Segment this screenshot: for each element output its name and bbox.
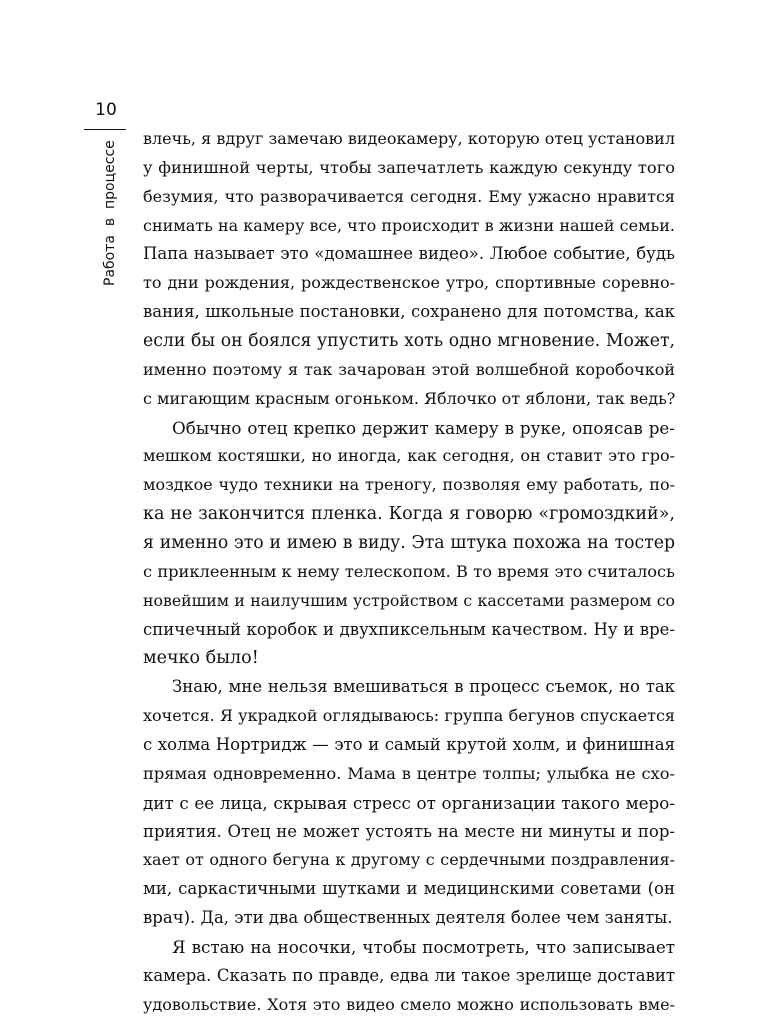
text-line: с холма Нортридж — это и самый крутой холм, и финишная bbox=[143, 735, 675, 755]
text-line: Обычно отец крепко держит камеру в руке, опоясав ре- bbox=[172, 417, 675, 438]
text-line: моздкое чудо техники на треногу, позволяя ему работать, по- bbox=[143, 475, 675, 495]
text-line: хает от одного бегуна к другому с сердечными поздравления- bbox=[143, 850, 675, 870]
body-text bbox=[143, 125, 675, 1020]
text-line: ми, саркастичными шутками и медицинскими советами (он bbox=[143, 879, 675, 899]
text-line: спичечный коробок и двухпиксельным качеством. Ну и вре- bbox=[143, 619, 675, 639]
text-line: влечь, я вдруг замечаю видеокамеру, которую отец установил bbox=[143, 129, 675, 148]
text-line: то дни рождения, рождественское утро, спортивные соревно- bbox=[143, 273, 675, 293]
text-line: врач). Да, эти два общественных деятеля более чем заняты. bbox=[143, 908, 673, 928]
text-line: если бы он боялся упустить хоть одно мгновение. Может, bbox=[143, 331, 675, 352]
text-line: удовольствие. Хотя это видео смело можно использовать вме- bbox=[143, 994, 675, 1014]
text-line: камера. Сказать по правде, едва ли такое зрелище доставит bbox=[143, 965, 675, 985]
header-rule bbox=[84, 129, 126, 130]
text-line: дит с ее лица, скрывая стресс от организации такого меро- bbox=[143, 792, 675, 813]
text-line: Знаю, мне нельзя вмешиваться в процесс съемок, но так bbox=[172, 677, 675, 697]
text-line: Я встаю на носочки, чтобы посмотреть, что записывает bbox=[172, 937, 675, 958]
text-line: с приклеенным к нему телескопом. В то время это считалось bbox=[143, 561, 675, 581]
running-title: Работа в процессе bbox=[102, 140, 118, 286]
text-line: новейшим и наилучшим устройством с кассетами размером со bbox=[143, 590, 675, 610]
text-line: мечко было! bbox=[143, 648, 259, 669]
text-line: прямая одновременно. Мама в центре толпы; улыбка не схо- bbox=[143, 763, 675, 783]
text-line: я именно это и имею в виду. Эта штука похожа на тостер bbox=[143, 533, 675, 554]
page-number: 10 bbox=[95, 100, 117, 120]
text-line: снимать на камеру все, что происходит в жизни нашей семьи. bbox=[143, 215, 675, 235]
text-line: именно поэтому я так зачарован этой волшебной коробочкой bbox=[143, 359, 675, 379]
text-line: приятия. Отец не может устоять на месте ни минуты и пор- bbox=[143, 821, 675, 841]
text-line: ка не закончится пленка. Когда я говорю «громоздкий», bbox=[143, 504, 675, 525]
text-line: с мигающим красным огоньком. Яблочко от яблони, так ведь? bbox=[143, 388, 676, 408]
text-line: вания, школьные постановки, сохранено для потомства, как bbox=[143, 302, 675, 322]
text-line: хочется. Я украдкой оглядываюсь: группа бегунов спускается bbox=[143, 706, 675, 726]
text-line: безумия, что разворачивается сегодня. Ему ужасно нравится bbox=[143, 186, 675, 206]
text-line: у финишной черты, чтобы запечатлеть каждую секунду того bbox=[143, 157, 675, 177]
text-line: мешком костяшки, но иногда, как сегодня, он ставит это гро- bbox=[143, 446, 675, 466]
text-line: Папа называет это «домашнее видео». Любое событие, будь bbox=[143, 244, 675, 264]
